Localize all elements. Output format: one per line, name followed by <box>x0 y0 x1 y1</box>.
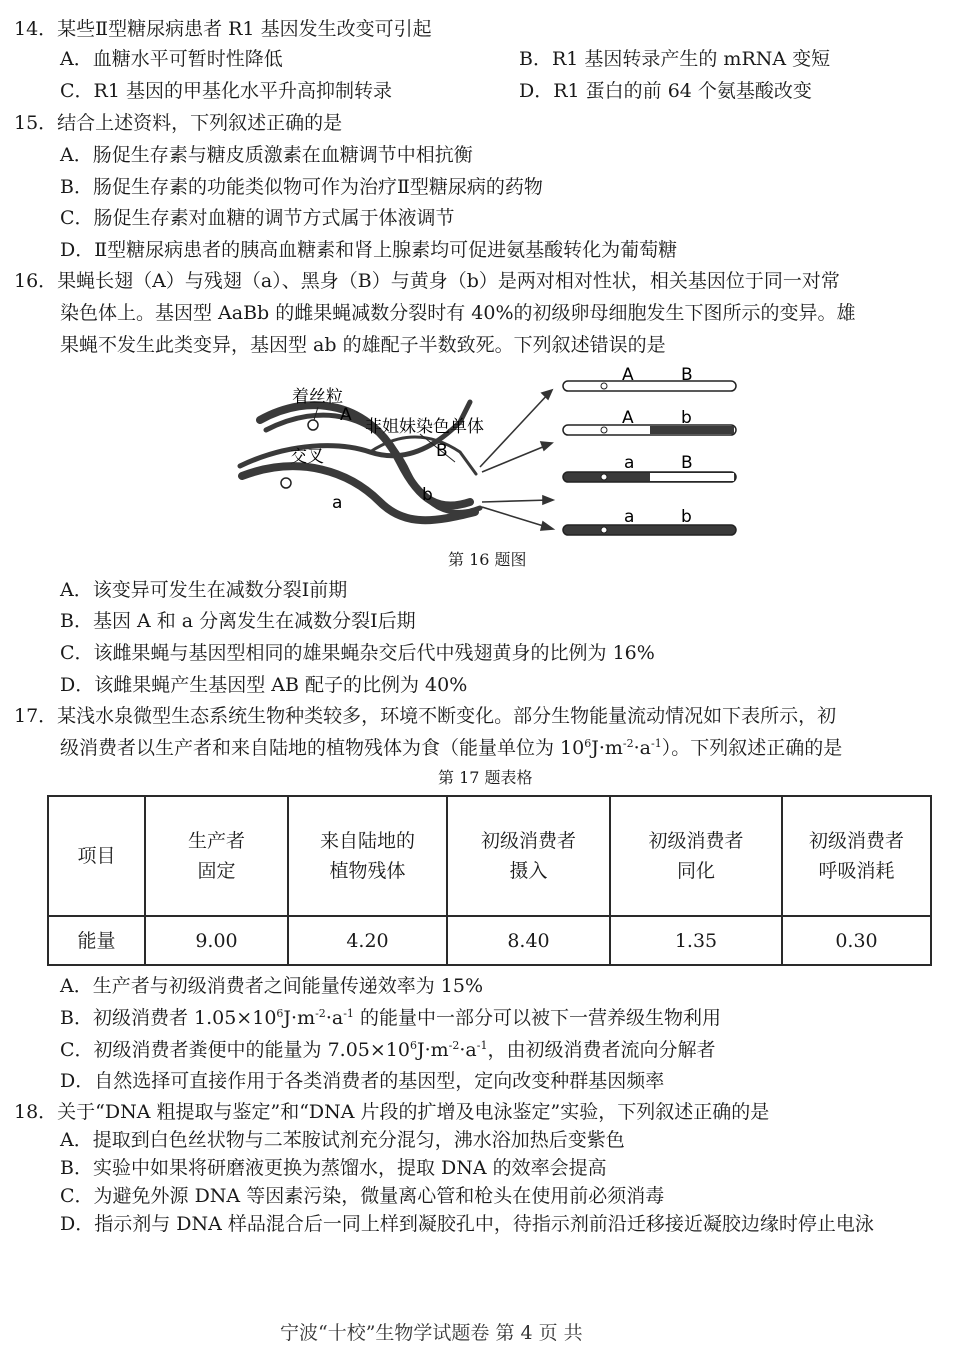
header-land-plant-residue: 来自陆地的 植物残体 <box>288 796 447 916</box>
result4-right: b <box>681 507 692 527</box>
page-footer: 宁波“十校”生物学试题卷 第 4 页 共 <box>280 1322 583 1344</box>
q18-option-d: D．指示剂与 DNA 样品混合后一同上样到凝胶孔中，待指示剂前沿迁移接近凝胶边缘时停止电泳 <box>60 1213 874 1235</box>
cell-land-plant-residue: 4.20 <box>288 916 447 965</box>
arrow-4-head <box>541 522 553 530</box>
q15-stem: 15．结合上述资料，下列叙述正确的是 <box>14 112 343 134</box>
table-header-row <box>48 796 931 916</box>
q17-option-b: B．初级消费者 $1.05\times 10^6J\cdot m^{-2}\cdot a^{-1}$ 的能量中一部分可以被下一营养级生物利用 <box>60 1007 721 1029</box>
label-allele-a-left: a <box>332 493 343 513</box>
q14-option-c: C．R1 基因的甲基化水平升高抑制转录 <box>60 80 392 102</box>
q17-energy-table <box>47 795 932 966</box>
q17-option-a: A．生产者与初级消费者之间能量传递效率为 15% <box>60 975 483 997</box>
arrow-3-head <box>543 496 553 504</box>
q15-option-b: B．肠促生存素的功能类似物可作为治疗Ⅱ型糖尿病的药物 <box>60 176 543 198</box>
result1-right: B <box>681 365 693 385</box>
header-producer-fixed: 生产者 固定 <box>145 796 288 916</box>
arrow-2-head <box>541 442 552 450</box>
cell-producer-fixed: 9.00 <box>145 916 288 965</box>
label-crossover: 交叉 <box>290 447 324 467</box>
label-allele-A-left: A <box>340 405 352 425</box>
label-nonsister-chromatid: 非姐妹染色单体 <box>365 417 484 437</box>
result4-left: a <box>624 507 635 527</box>
arrow-4 <box>482 507 550 528</box>
q16-stem-line2: 染色体上。基因型 AaBb 的雌果蝇减数分裂时有 40%的初级卵母细胞发生下图所示的变异。雄 <box>60 302 856 324</box>
arrow-2 <box>482 444 550 472</box>
result-chromatid-3 <box>563 472 736 482</box>
q14-stem: 14．某些Ⅱ型糖尿病患者 R1 基因发生改变可引起 <box>14 18 432 40</box>
q16-stem-line3: 果蝇不发生此类变异，基因型 ab 的雄配子半数致死。下列叙述错误的是 <box>60 334 666 356</box>
cell-consumer-intake: 8.40 <box>447 916 610 965</box>
result2-right: b <box>681 408 692 428</box>
q14-option-b: B．R1 基因转录产生的 mRNA 变短 <box>519 48 831 70</box>
q16-option-d: D．该雌果蝇产生基因型 AB 配子的比例为 40% <box>60 674 468 696</box>
result2-left: A <box>622 408 634 428</box>
header-consumer-respiration: 初级消费者 呼吸消耗 <box>782 796 931 916</box>
q16-stem-line1: 16．果蝇长翅（A）与残翅（a）、黑身（B）与黄身（b）是两对相对性状，相关基因位于同一对常 <box>14 270 840 292</box>
label-centromere: 着丝粒 <box>292 387 343 407</box>
q17-option-d: D．自然选择可直接作用于各类消费者的基因型，定向改变种群基因频率 <box>60 1070 665 1092</box>
centromere-upper <box>308 420 318 430</box>
result3-right: B <box>681 453 693 473</box>
q17-stem-line1: 17．某浅水泉微型生态系统生物种类较多，环境不断变化。部分生物能量流动情况如下表所示，初 <box>14 705 837 727</box>
row-label: 能量 <box>48 916 145 965</box>
q14-option-a: A．血糖水平可暂时性降低 <box>60 48 283 70</box>
header-consumer-assimilation: 初级消费者 同化 <box>610 796 782 916</box>
q17-stem-line2: 级消费者以生产者和来自陆地的植物残体为食（能量单位为 $10^6J\cdot m^{-2}\cdot a^{-1}$）。下列叙述正确的是 <box>60 737 843 759</box>
result1-left: A <box>622 365 634 385</box>
result3-left: a <box>624 453 635 473</box>
arrow-1 <box>480 392 550 467</box>
centromere-lower <box>281 478 291 488</box>
chromatid-lower-2 <box>242 466 475 520</box>
q17-table-caption: 第 17 题表格 <box>438 768 533 787</box>
q16-option-b: B．基因 A 和 a 分离发生在减数分裂Ⅰ后期 <box>60 610 416 632</box>
result-chromatid-4 <box>563 525 736 535</box>
q18-option-c: C．为避免外源 DNA 等因素污染，微量离心管和枪头在使用前必须消毒 <box>60 1185 665 1207</box>
q17-option-c: C．初级消费者粪便中的能量为 $7.05\times 10^6J\cdot m^{-2}\cdot a^{-1}$，由初级消费者流向分解者 <box>60 1039 716 1061</box>
header-item: 项目 <box>48 796 145 916</box>
q16-crossover-figure <box>230 362 750 558</box>
q15-option-c: C．肠促生存素对血糖的调节方式属于体液调节 <box>60 207 455 229</box>
table-row <box>48 916 931 965</box>
q16-figure-caption: 第 16 题图 <box>448 550 527 569</box>
cell-consumer-assimilation: 1.35 <box>610 916 782 965</box>
result-chromatid-2 <box>563 425 736 435</box>
q15-option-a: A．肠促生存素与糖皮质激素在血糖调节中相抗衡 <box>60 144 473 166</box>
q18-stem: 18．关于“DNA 粗提取与鉴定”和“DNA 片段的扩增及电泳鉴定”实验，下列叙述正确的是 <box>14 1101 770 1123</box>
label-allele-B-left: B <box>436 441 448 461</box>
arrow-1-head <box>542 390 552 399</box>
cell-consumer-respiration: 0.30 <box>782 916 931 965</box>
q16-option-c: C．该雌果蝇与基因型相同的雄果蝇杂交后代中残翅黄身的比例为 16% <box>60 642 655 664</box>
q18-option-b: B．实验中如果将研磨液更换为蒸馏水，提取 DNA 的效率会提高 <box>60 1157 607 1179</box>
header-consumer-intake: 初级消费者 摄入 <box>447 796 610 916</box>
result-chromatid-1 <box>563 381 736 391</box>
q16-option-a: A．该变异可发生在减数分裂Ⅰ前期 <box>60 579 348 601</box>
arrow-3 <box>482 500 550 502</box>
q15-option-d: D．Ⅱ型糖尿病患者的胰高血糖素和肾上腺素均可促进氨基酸转化为葡萄糖 <box>60 239 678 261</box>
label-allele-b-left: b <box>422 485 433 505</box>
q18-option-a: A．提取到白色丝状物与二苯胺试剂充分混匀，沸水浴加热后变紫色 <box>60 1129 625 1151</box>
q14-option-d: D．R1 蛋白的前 64 个氨基酸改变 <box>519 80 812 102</box>
